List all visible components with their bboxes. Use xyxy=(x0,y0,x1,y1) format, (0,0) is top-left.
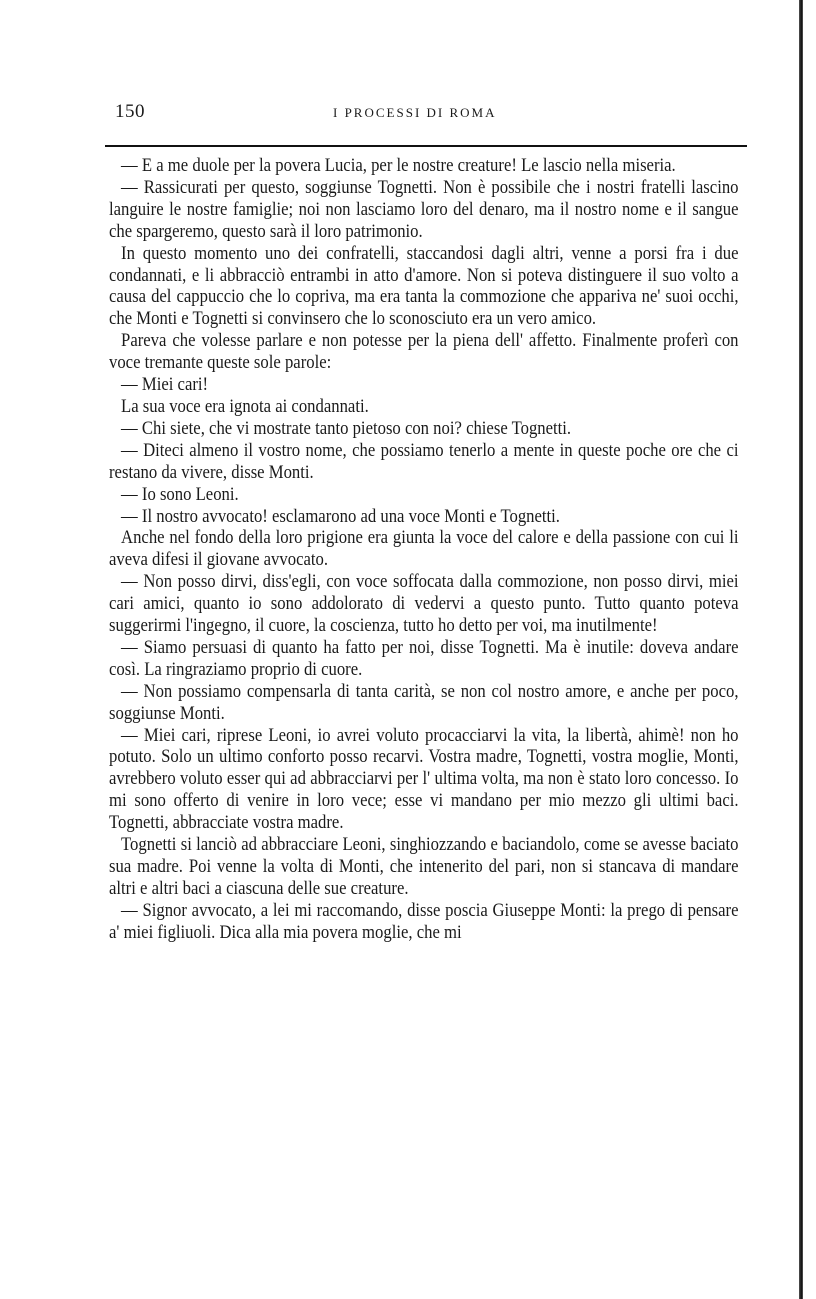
running-title: I PROCESSI DI ROMA xyxy=(333,105,497,120)
paragraph: — E a me duole per la povera Lucia, per le nostre creature! Le lascio nella miseria. xyxy=(121,155,676,176)
paragraph: — Non posso dirvi, diss'egli, con voce soffocata dalla commozione, non posso dirvi, miei cari amici, quanto io sono addolorato di vedervi a questo punto. Tutto quanto poteva suggerirmi l'ingegno, il cuore, la coscienza, tutto ho detto per voi, ma inutilmente! xyxy=(109,571,739,637)
header-rule xyxy=(105,145,747,147)
paragraph: — Non possiamo compensarla di tanta carità, se non col nostro amore, e anche per poco, soggiunse Monti. xyxy=(109,680,739,724)
paragraph: Tognetti si lanciò ad abbracciare Leoni, singhiozzando e baciandolo, come se avesse baciato sua madre. Poi venne la volta di Monti, che intenerito del pari, non si stancava di mandare altri e altri baci a ciascuna delle sue creature. xyxy=(109,834,739,899)
paragraph: — Signor avvocato, a lei mi raccomando, disse poscia Giuseppe Monti: la prego di pensare a' miei figliuoli. Dica alla mia povera moglie, che mi xyxy=(109,899,739,943)
paragraph: — Il nostro avvocato! esclamarono ad una voce Monti e Tognetti. xyxy=(121,505,560,527)
paragraph: Pareva che volesse parlare e non potesse per la piena dell' affetto. Finalmente proferì con voce tremante queste sole parole: xyxy=(109,330,739,374)
body-text xyxy=(109,155,739,944)
paragraph: — Rassicurati per questo, soggiunse Tognetti. Non è possibile che i nostri fratelli lascino languire le nostre famiglie; noi non lasciamo loro del denaro, ma il nostro nome e il sangue che spargeremo, questo sarà il loro patrimonio. xyxy=(109,176,739,242)
page-number: 150 xyxy=(115,101,145,122)
paragraph: — Miei cari, riprese Leoni, io avrei voluto procacciarvi la vita, la libertà, ahimè! non ho potuto. Solo un ultimo conforto posso recarvi. Vostra madre, Tognetti, vostra moglie, Monti, avrebbero voluto esser qui ad abbracciarvi per l' ultima volta, ma non è stato loro concesso. Io mi sono offerto di venire in loro vece; esse vi mandano per mio mezzo gli ultimi baci. Tognetti, abbracciate vostra madre. xyxy=(109,724,739,834)
paragraph: Anche nel fondo della loro prigione era giunta la voce del calore e della passione con cui li aveva difesi il giovane avvocato. xyxy=(109,527,739,571)
paragraph: — Io sono Leoni. xyxy=(121,483,239,505)
paragraph: — Siamo persuasi di quanto ha fatto per noi, disse Tognetti. Ma è inutile: doveva andare così. La ringraziamo proprio di cuore. xyxy=(109,636,739,680)
running-head xyxy=(115,101,740,125)
paragraph: In questo momento uno dei confratelli, staccandosi dagli altri, venne a porsi fra i due condannati, e li abbracciò entrambi in atto d'amore. Non si poteva distinguere il suo volto a causa del cappuccio che lo copriva, ma era tanta la commozione che appariva ne' suoi occhi, che Monti e Tognetti si convinsero che lo sconosciuto era un vero amico. xyxy=(109,242,739,330)
paragraph: — Chi siete, che vi mostrate tanto pietoso con noi? chiese Tognetti. xyxy=(121,417,572,439)
page-edge-line xyxy=(799,0,803,1299)
paragraph: La sua voce era ignota ai condannati. xyxy=(121,395,369,417)
paragraph: — Miei cari! xyxy=(121,374,209,396)
paragraph: — Diteci almeno il vostro nome, che possiamo tenerlo a mente in queste poche ore che ci restano da vivere, disse Monti. xyxy=(109,439,739,483)
